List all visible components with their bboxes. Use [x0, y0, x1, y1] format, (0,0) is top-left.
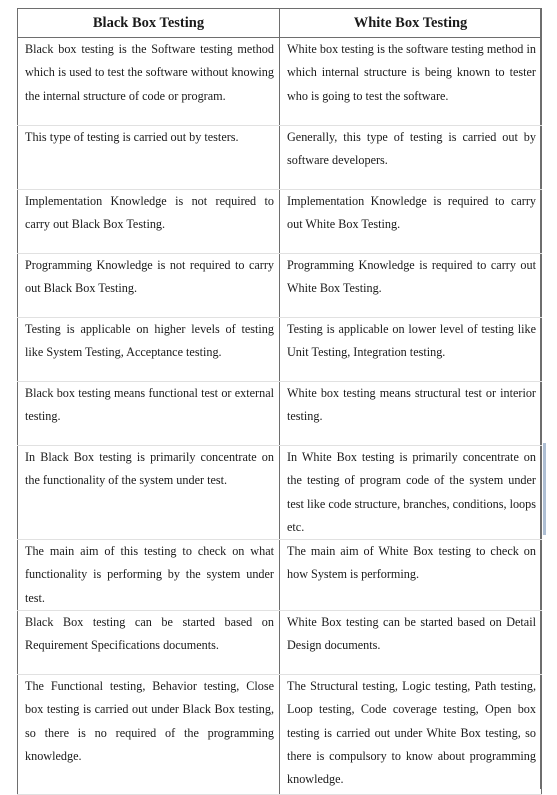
table-row: [18, 38, 542, 126]
table-row: [18, 190, 542, 254]
black-box-cell: Testing is applicable on higher levels of testing like System Testing, Acceptance testing.: [18, 318, 280, 382]
white-box-cell: White box testing is the software testing method in which internal structure is being known to tester who is going to test the software.: [280, 38, 542, 126]
black-box-cell: Black box testing is the Software testing method which is used to test the software without knowing the internal structure of code or program.: [18, 38, 280, 126]
black-box-cell: Programming Knowledge is not required to carry out Black Box Testing.: [18, 254, 280, 318]
table-row: [18, 611, 542, 675]
white-box-cell: The main aim of White Box testing to check on how System is performing.: [280, 540, 542, 611]
black-box-cell: Black box testing means functional test or external testing.: [18, 382, 280, 446]
white-box-cell: Programming Knowledge is required to carry out White Box Testing.: [280, 254, 542, 318]
black-box-cell: This type of testing is carried out by testers.: [18, 126, 280, 190]
white-box-cell: Implementation Knowledge is required to carry out White Box Testing.: [280, 190, 542, 254]
table-row: [18, 254, 542, 318]
white-box-cell: White Box testing can be started based on Detail Design documents.: [280, 611, 542, 675]
table-row: [18, 675, 542, 795]
table-row: [18, 318, 542, 382]
white-box-cell: Testing is applicable on lower level of testing like Unit Testing, Integration testing.: [280, 318, 542, 382]
white-box-cell: White box testing means structural test or interior testing.: [280, 382, 542, 446]
table-row: [18, 446, 542, 540]
comparison-table: [17, 8, 542, 795]
header-white-box: White Box Testing: [280, 9, 542, 38]
black-box-cell: In Black Box testing is primarily concentrate on the functionality of the system under test.: [18, 446, 280, 540]
white-box-cell: The Structural testing, Logic testing, Path testing, Loop testing, Code coverage testing, Open box testing is carried out under White Box testing, so there is compulsory to know about programming knowledge.: [280, 675, 542, 795]
scrollbar-thumb[interactable]: [543, 443, 546, 535]
table-row: [18, 540, 542, 611]
header-black-box: Black Box Testing: [18, 9, 280, 38]
black-box-cell: The main aim of this testing to check on what functionality is performing by the system under test.: [18, 540, 280, 611]
table-row: [18, 126, 542, 190]
black-box-cell: The Functional testing, Behavior testing, Close box testing is carried out under Black Box testing, so there is no required of the programming knowledge.: [18, 675, 280, 795]
header-row: [18, 9, 542, 38]
white-box-cell: Generally, this type of testing is carried out by software developers.: [280, 126, 542, 190]
black-box-cell: Implementation Knowledge is not required to carry out Black Box Testing.: [18, 190, 280, 254]
white-box-cell: In White Box testing is primarily concentrate on the testing of program code of the system under test like code structure, branches, conditions, loops etc.: [280, 446, 542, 540]
table-row: [18, 382, 542, 446]
black-box-cell: Black Box testing can be started based on Requirement Specifications documents.: [18, 611, 280, 675]
